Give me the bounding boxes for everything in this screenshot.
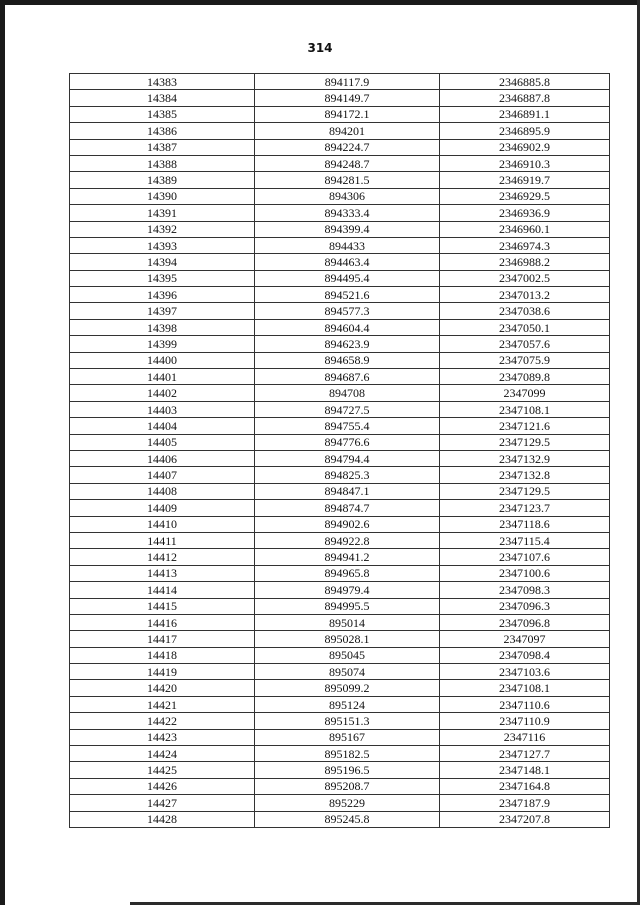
y-coordinate-cell: 2347100.6	[440, 565, 610, 581]
page-number: 314	[307, 41, 333, 55]
table-row	[70, 123, 610, 139]
x-coordinate-cell: 894687.6	[255, 369, 440, 385]
table-row	[70, 303, 610, 319]
y-coordinate-cell: 2347108.1	[440, 680, 610, 696]
x-coordinate-cell: 894399.4	[255, 221, 440, 237]
y-coordinate-cell: 2346887.8	[440, 90, 610, 106]
x-coordinate-cell: 894201	[255, 123, 440, 139]
point-id-cell: 14420	[70, 680, 255, 696]
y-coordinate-cell: 2347115.4	[440, 532, 610, 548]
table-row	[70, 565, 610, 581]
x-coordinate-cell: 894172.1	[255, 106, 440, 122]
table-row	[70, 336, 610, 352]
point-id-cell: 14411	[70, 532, 255, 548]
x-coordinate-cell: 894847.1	[255, 483, 440, 499]
point-id-cell: 14395	[70, 270, 255, 286]
x-coordinate-cell: 894333.4	[255, 205, 440, 221]
table-row	[70, 811, 610, 827]
point-id-cell: 14385	[70, 106, 255, 122]
y-coordinate-cell: 2347129.5	[440, 483, 610, 499]
table-row	[70, 614, 610, 630]
y-coordinate-cell: 2347002.5	[440, 270, 610, 286]
table-row	[70, 450, 610, 466]
y-coordinate-cell: 2347096.8	[440, 614, 610, 630]
point-id-cell: 14423	[70, 729, 255, 745]
x-coordinate-cell: 894902.6	[255, 516, 440, 532]
y-coordinate-cell: 2347103.6	[440, 664, 610, 680]
table-row	[70, 500, 610, 516]
y-coordinate-cell: 2346910.3	[440, 155, 610, 171]
y-coordinate-cell: 2347207.8	[440, 811, 610, 827]
table-row	[70, 90, 610, 106]
x-coordinate-cell: 894727.5	[255, 401, 440, 417]
y-coordinate-cell: 2347148.1	[440, 762, 610, 778]
x-coordinate-cell: 894495.4	[255, 270, 440, 286]
table-row	[70, 270, 610, 286]
y-coordinate-cell: 2346885.8	[440, 74, 610, 90]
x-coordinate-cell: 894433	[255, 237, 440, 253]
table-row	[70, 647, 610, 663]
table-row	[70, 369, 610, 385]
table-row	[70, 287, 610, 303]
table-row	[70, 680, 610, 696]
x-coordinate-cell: 894825.3	[255, 467, 440, 483]
x-coordinate-cell: 894941.2	[255, 549, 440, 565]
table-row	[70, 434, 610, 450]
point-id-cell: 14394	[70, 254, 255, 270]
table-row	[70, 385, 610, 401]
table-row	[70, 795, 610, 811]
x-coordinate-cell: 894708	[255, 385, 440, 401]
x-coordinate-cell: 894623.9	[255, 336, 440, 352]
x-coordinate-cell: 894965.8	[255, 565, 440, 581]
point-id-cell: 14403	[70, 401, 255, 417]
table-row	[70, 237, 610, 253]
x-coordinate-cell: 894463.4	[255, 254, 440, 270]
y-coordinate-cell: 2347123.7	[440, 500, 610, 516]
point-id-cell: 14421	[70, 696, 255, 712]
point-id-cell: 14404	[70, 418, 255, 434]
table-row	[70, 188, 610, 204]
table-row	[70, 664, 610, 680]
table-row	[70, 319, 610, 335]
x-coordinate-cell: 894874.7	[255, 500, 440, 516]
x-coordinate-cell: 894604.4	[255, 319, 440, 335]
point-id-cell: 14399	[70, 336, 255, 352]
table-row	[70, 516, 610, 532]
y-coordinate-cell: 2347108.1	[440, 401, 610, 417]
table-row	[70, 74, 610, 90]
y-coordinate-cell: 2347187.9	[440, 795, 610, 811]
x-coordinate-cell: 894794.4	[255, 450, 440, 466]
table-row	[70, 631, 610, 647]
y-coordinate-cell: 2346960.1	[440, 221, 610, 237]
point-id-cell: 14425	[70, 762, 255, 778]
point-id-cell: 14418	[70, 647, 255, 663]
table-row	[70, 106, 610, 122]
y-coordinate-cell: 2347038.6	[440, 303, 610, 319]
table-row	[70, 155, 610, 171]
x-coordinate-cell: 895124	[255, 696, 440, 712]
x-coordinate-cell: 895196.5	[255, 762, 440, 778]
point-id-cell: 14390	[70, 188, 255, 204]
x-coordinate-cell: 894117.9	[255, 74, 440, 90]
x-coordinate-cell: 894248.7	[255, 155, 440, 171]
y-coordinate-cell: 2347057.6	[440, 336, 610, 352]
y-coordinate-cell: 2347164.8	[440, 778, 610, 794]
x-coordinate-cell: 895028.1	[255, 631, 440, 647]
x-coordinate-cell: 894995.5	[255, 598, 440, 614]
table-row	[70, 598, 610, 614]
y-coordinate-cell: 2346988.2	[440, 254, 610, 270]
table-row	[70, 483, 610, 499]
point-id-cell: 14392	[70, 221, 255, 237]
point-id-cell: 14405	[70, 434, 255, 450]
x-coordinate-cell: 895229	[255, 795, 440, 811]
y-coordinate-cell: 2347013.2	[440, 287, 610, 303]
point-id-cell: 14416	[70, 614, 255, 630]
x-coordinate-cell: 894776.6	[255, 434, 440, 450]
point-id-cell: 14401	[70, 369, 255, 385]
point-id-cell: 14409	[70, 500, 255, 516]
point-id-cell: 14412	[70, 549, 255, 565]
table-row	[70, 532, 610, 548]
x-coordinate-cell: 894224.7	[255, 139, 440, 155]
table-row	[70, 418, 610, 434]
point-id-cell: 14383	[70, 74, 255, 90]
x-coordinate-cell: 895045	[255, 647, 440, 663]
y-coordinate-cell: 2347132.9	[440, 450, 610, 466]
point-id-cell: 14393	[70, 237, 255, 253]
y-coordinate-cell: 2347097	[440, 631, 610, 647]
y-coordinate-cell: 2347118.6	[440, 516, 610, 532]
x-coordinate-cell: 895099.2	[255, 680, 440, 696]
x-coordinate-cell: 895167	[255, 729, 440, 745]
x-coordinate-cell: 894521.6	[255, 287, 440, 303]
x-coordinate-cell: 894577.3	[255, 303, 440, 319]
y-coordinate-cell: 2347110.9	[440, 713, 610, 729]
y-coordinate-cell: 2347132.8	[440, 467, 610, 483]
y-coordinate-cell: 2346891.1	[440, 106, 610, 122]
point-id-cell: 14402	[70, 385, 255, 401]
y-coordinate-cell: 2346929.5	[440, 188, 610, 204]
point-id-cell: 14417	[70, 631, 255, 647]
x-coordinate-cell: 894979.4	[255, 582, 440, 598]
x-coordinate-cell: 895182.5	[255, 746, 440, 762]
y-coordinate-cell: 2347127.7	[440, 746, 610, 762]
x-coordinate-cell: 895014	[255, 614, 440, 630]
point-id-cell: 14407	[70, 467, 255, 483]
x-coordinate-cell: 894281.5	[255, 172, 440, 188]
point-id-cell: 14388	[70, 155, 255, 171]
point-id-cell: 14410	[70, 516, 255, 532]
point-id-cell: 14406	[70, 450, 255, 466]
scan-border-left	[0, 0, 5, 905]
y-coordinate-cell: 2347116	[440, 729, 610, 745]
point-id-cell: 14398	[70, 319, 255, 335]
point-id-cell: 14427	[70, 795, 255, 811]
table-row	[70, 762, 610, 778]
y-coordinate-cell: 2347096.3	[440, 598, 610, 614]
table-row	[70, 467, 610, 483]
y-coordinate-cell: 2347050.1	[440, 319, 610, 335]
table-row	[70, 139, 610, 155]
table-body	[70, 74, 610, 828]
x-coordinate-cell: 894755.4	[255, 418, 440, 434]
table-row	[70, 746, 610, 762]
table-row	[70, 172, 610, 188]
point-id-cell: 14415	[70, 598, 255, 614]
x-coordinate-cell: 894306	[255, 188, 440, 204]
y-coordinate-cell: 2347075.9	[440, 352, 610, 368]
table-row	[70, 582, 610, 598]
point-id-cell: 14424	[70, 746, 255, 762]
table-row	[70, 729, 610, 745]
point-id-cell: 14396	[70, 287, 255, 303]
point-id-cell: 14386	[70, 123, 255, 139]
table-row	[70, 205, 610, 221]
x-coordinate-cell: 894149.7	[255, 90, 440, 106]
y-coordinate-cell: 2347098.3	[440, 582, 610, 598]
x-coordinate-cell: 895245.8	[255, 811, 440, 827]
y-coordinate-cell: 2346895.9	[440, 123, 610, 139]
y-coordinate-cell: 2347099	[440, 385, 610, 401]
y-coordinate-cell: 2346936.9	[440, 205, 610, 221]
point-id-cell: 14400	[70, 352, 255, 368]
table-row	[70, 778, 610, 794]
point-id-cell: 14422	[70, 713, 255, 729]
table-row	[70, 221, 610, 237]
point-id-cell: 14384	[70, 90, 255, 106]
point-id-cell: 14426	[70, 778, 255, 794]
table-row	[70, 549, 610, 565]
y-coordinate-cell: 2346974.3	[440, 237, 610, 253]
y-coordinate-cell: 2347121.6	[440, 418, 610, 434]
scan-border-top	[0, 0, 640, 5]
x-coordinate-cell: 895074	[255, 664, 440, 680]
point-id-cell: 14408	[70, 483, 255, 499]
table-row	[70, 696, 610, 712]
point-id-cell: 14414	[70, 582, 255, 598]
point-id-cell: 14413	[70, 565, 255, 581]
table-row	[70, 254, 610, 270]
point-id-cell: 14387	[70, 139, 255, 155]
x-coordinate-cell: 895208.7	[255, 778, 440, 794]
table-row	[70, 352, 610, 368]
y-coordinate-cell: 2347107.6	[440, 549, 610, 565]
y-coordinate-cell: 2347129.5	[440, 434, 610, 450]
y-coordinate-cell: 2346919.7	[440, 172, 610, 188]
y-coordinate-cell: 2347089.8	[440, 369, 610, 385]
point-id-cell: 14389	[70, 172, 255, 188]
coordinates-table	[69, 73, 610, 828]
x-coordinate-cell: 894658.9	[255, 352, 440, 368]
table-row	[70, 713, 610, 729]
point-id-cell: 14428	[70, 811, 255, 827]
point-id-cell: 14397	[70, 303, 255, 319]
point-id-cell: 14419	[70, 664, 255, 680]
point-id-cell: 14391	[70, 205, 255, 221]
y-coordinate-cell: 2347110.6	[440, 696, 610, 712]
x-coordinate-cell: 894922.8	[255, 532, 440, 548]
y-coordinate-cell: 2347098.4	[440, 647, 610, 663]
table-row	[70, 401, 610, 417]
y-coordinate-cell: 2346902.9	[440, 139, 610, 155]
x-coordinate-cell: 895151.3	[255, 713, 440, 729]
